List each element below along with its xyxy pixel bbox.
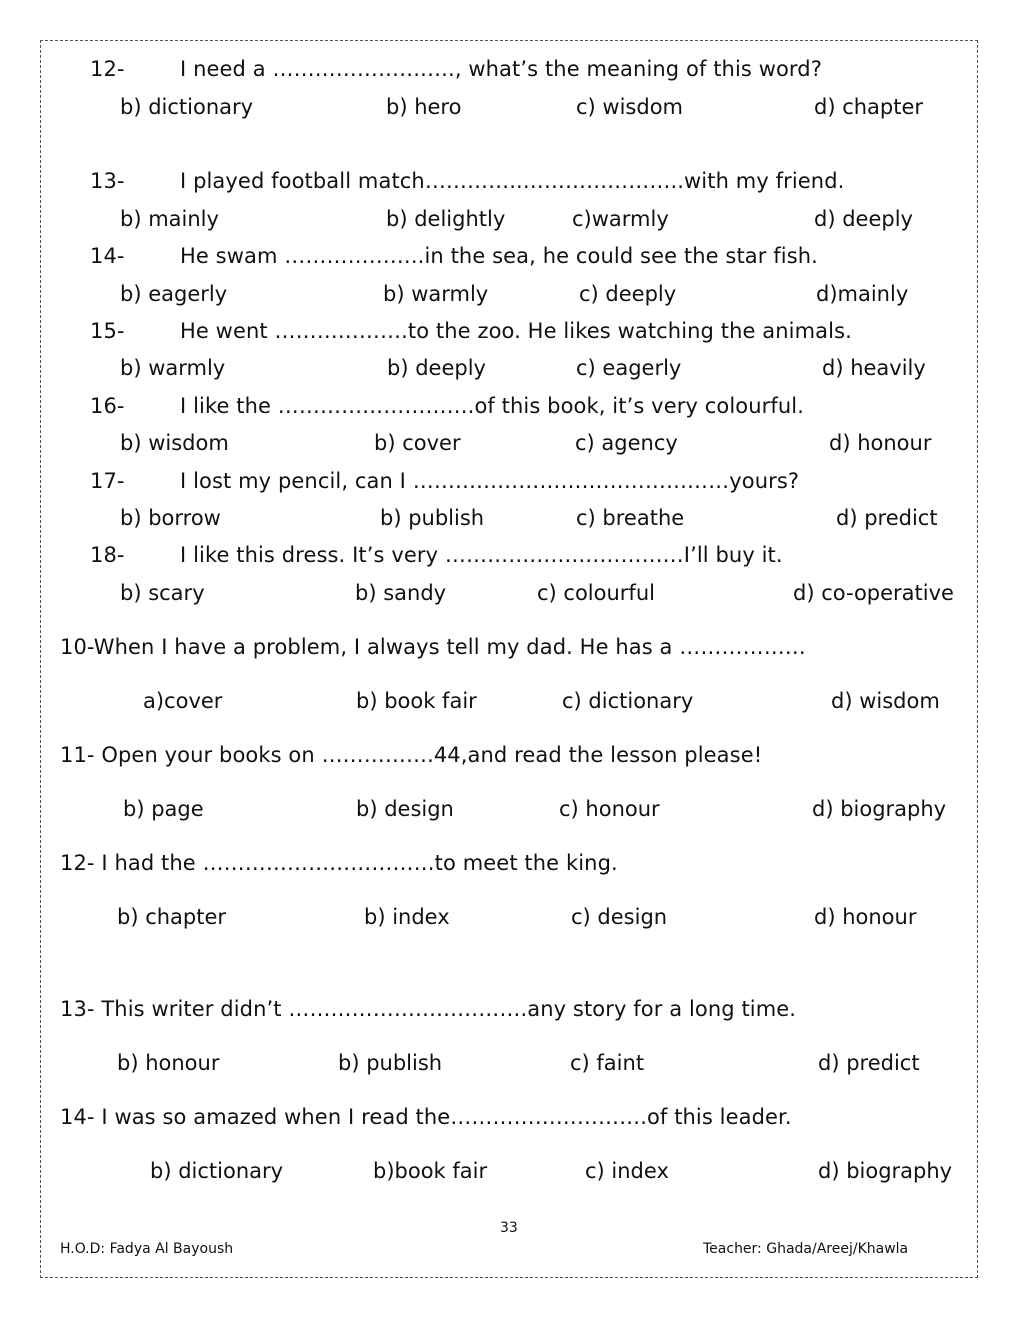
question-number: 14- — [90, 244, 125, 268]
question-number: 18- — [90, 543, 125, 567]
option-c: c) design — [571, 905, 668, 929]
option-d: d) wisdom — [831, 689, 940, 713]
option-b: b) delightly — [386, 207, 506, 231]
option-c: c) honour — [559, 797, 660, 821]
page-number: 33 — [500, 1220, 518, 1236]
question-number: 16- — [90, 394, 125, 418]
question-11b: 11- Open your books on …………….44,and read the lesson please! — [60, 743, 763, 767]
option-c: c)warmly — [572, 207, 669, 231]
option-a: a)cover — [143, 689, 223, 713]
option-b: b) warmly — [383, 282, 489, 306]
option-a: b) chapter — [117, 905, 227, 929]
option-c: c) wisdom — [576, 95, 683, 119]
option-d: d) co-operative — [793, 581, 954, 605]
option-b: b) publish — [338, 1051, 443, 1075]
option-d: d)mainly — [816, 282, 909, 306]
option-c: c) breathe — [576, 506, 685, 530]
option-a: b) eagerly — [120, 282, 228, 306]
question-stem: I lost my pencil, can I ………………………………………yours? — [180, 469, 800, 493]
option-c: c) agency — [575, 431, 678, 455]
option-a: b) wisdom — [120, 431, 229, 455]
question-stem: I played football match…………..…………………..with my friend. — [180, 169, 845, 193]
option-c: c) dictionary — [562, 689, 694, 713]
option-a: b) dictionary — [120, 95, 254, 119]
option-c: c) eagerly — [576, 356, 682, 380]
option-a: b) honour — [117, 1051, 220, 1075]
option-b: b)book fair — [373, 1159, 488, 1183]
option-c: c) deeply — [579, 282, 677, 306]
option-a: b) warmly — [120, 356, 226, 380]
option-d: d) chapter — [814, 95, 924, 119]
option-a: b) scary — [120, 581, 205, 605]
option-d: d) heavily — [822, 356, 926, 380]
option-a: b) dictionary — [150, 1159, 284, 1183]
option-c: c) faint — [570, 1051, 645, 1075]
option-b: b) cover — [374, 431, 461, 455]
option-a: b) borrow — [120, 506, 221, 530]
option-d: d) predict — [836, 506, 938, 530]
option-c: c) colourful — [537, 581, 655, 605]
option-b: b) book fair — [356, 689, 477, 713]
option-d: d) deeply — [814, 207, 913, 231]
option-b: b) index — [364, 905, 450, 929]
question-stem: I like this dress. It’s very ……………….……………I’ll buy it. — [180, 543, 783, 567]
footer-hod: H.O.D: Fadya Al Bayoush — [60, 1241, 234, 1257]
question-number: 17- — [90, 469, 125, 493]
question-number: 15- — [90, 319, 125, 343]
option-b: b) design — [356, 797, 454, 821]
question-stem: I need a ………………….…., what’s the meaning of this word? — [180, 57, 822, 81]
option-a: b) page — [123, 797, 204, 821]
question-12b: 12- I had the ……………………………to meet the king. — [60, 851, 618, 875]
option-d: d) biography — [812, 797, 947, 821]
question-stem: I like the ……………………….of this book, it’s very colourful. — [180, 394, 804, 418]
option-b: b) sandy — [355, 581, 447, 605]
option-b: b) hero — [386, 95, 462, 119]
option-d: d) honour — [814, 905, 917, 929]
footer-teacher: Teacher: Ghada/Areej/Khawla — [703, 1241, 909, 1257]
option-b: b) publish — [380, 506, 485, 530]
question-number: 12- — [90, 57, 125, 81]
option-d: d) honour — [829, 431, 932, 455]
question-stem: He swam ………………..in the sea, he could see the star fish. — [180, 244, 818, 268]
option-d: d) predict — [818, 1051, 920, 1075]
option-b: b) deeply — [387, 356, 486, 380]
question-number: 13- — [90, 169, 125, 193]
option-c: c) index — [585, 1159, 669, 1183]
question-stem: He went ……………….to the zoo. He likes watching the animals. — [180, 319, 852, 343]
option-a: b) mainly — [120, 207, 219, 231]
option-d: d) biography — [818, 1159, 953, 1183]
question-13b: 13- This writer didn’t …………………………….any story for a long time. — [60, 997, 797, 1021]
question-14b: 14- I was so amazed when I read the……………………….of this leader. — [60, 1105, 792, 1129]
question-10b: 10-When I have a problem, I always tell my dad. He has a ……………… — [60, 635, 806, 659]
